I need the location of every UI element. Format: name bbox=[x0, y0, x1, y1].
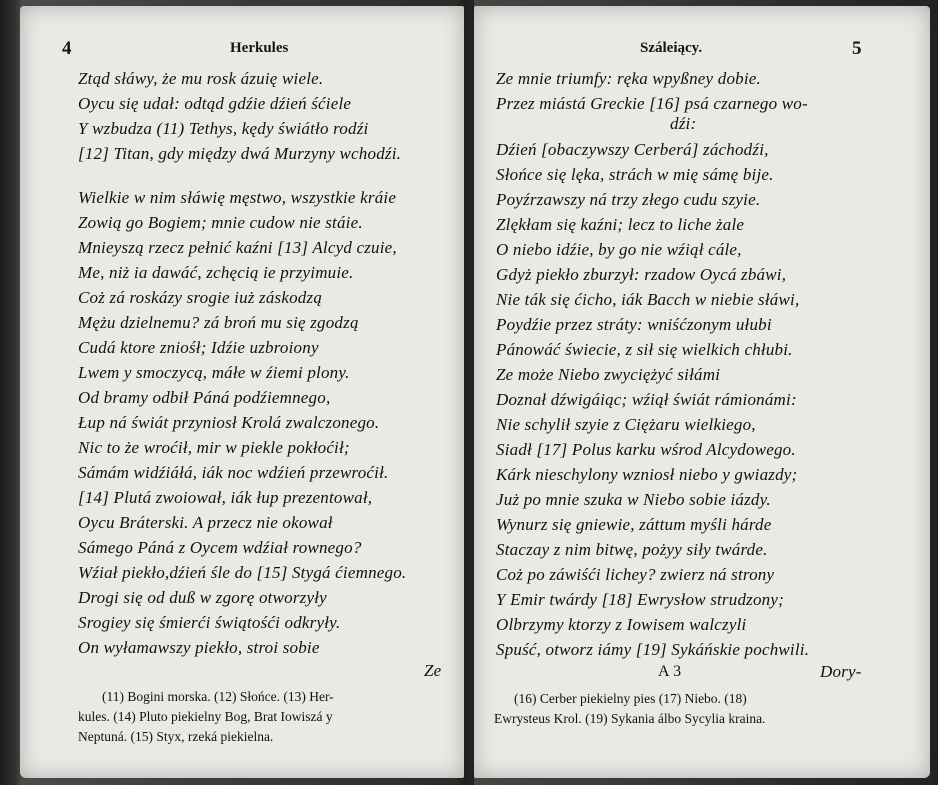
verse-line: Y wzbudza (11) Tethys, kędy świátło rodźi bbox=[78, 119, 369, 138]
catchword: Ze bbox=[424, 661, 442, 680]
verse-line: Lwem y smoczycą, máłe w źiemi plony. bbox=[78, 363, 350, 382]
verse-line: Wielkie w nim słáwię męstwo, wszystkie kráie bbox=[78, 188, 397, 207]
verse-line: Coż zá roskázy srogie iuż záskodzą bbox=[78, 288, 323, 307]
verse-line: On wyłamawszy piekło, stroi sobie bbox=[78, 638, 320, 657]
signature-mark: A 3 bbox=[658, 663, 682, 680]
verse-line: Wźiał piekło,dźień śle do [15] Stygá ćiemnego. bbox=[78, 563, 407, 582]
footnote-line: (16) Cerber piekielny pies (17) Niebo. (18) bbox=[514, 691, 747, 706]
verse-line: Dźień [obaczywszy Cerberá] záchodźi, bbox=[496, 140, 769, 159]
verse-line: Y Emir twárdy [18] Ewrysłow strudzony; bbox=[496, 590, 784, 609]
right-page bbox=[474, 6, 930, 778]
left-page bbox=[20, 6, 464, 778]
verse-line: Łup ná świát przyniosł Krolá zwalczonego. bbox=[78, 413, 380, 432]
verse-line: [14] Plutá zwoiował, iák łup prezentował, bbox=[78, 488, 373, 507]
verse-line: Wynurz się gniewie, záttum myśli hárde bbox=[496, 515, 772, 534]
verse-line: O niebo idźie, by go nie wźiął cále, bbox=[496, 240, 742, 259]
footnote-line: Neptuná. (15) Styx, rzeká piekielna. bbox=[78, 729, 274, 744]
verse-line: Gdyż piekło zburzył: rzadow Oycá zbáwi, bbox=[496, 265, 787, 284]
page-number: 5 bbox=[852, 38, 862, 59]
verse-line: Staczay z nim bitwę, pożyy siły twárde. bbox=[496, 540, 768, 559]
verse-line: Coż po záwiśći lichey? zwierz ná strony bbox=[496, 565, 775, 584]
verse-line: dźi: bbox=[670, 114, 697, 133]
verse-line: Mężu dzielnemu? zá broń mu się zgodzą bbox=[78, 313, 359, 332]
verse-line: Sámego Páná z Oycem wdźiał rownego? bbox=[78, 538, 362, 557]
page-number: 4 bbox=[62, 38, 72, 59]
verse-line: Od bramy odbił Páná podźiemnego, bbox=[78, 388, 331, 407]
verse-line: Olbrzymy ktorzy z Iowisem walczyli bbox=[496, 615, 747, 634]
verse-line: Już po mnie szuka w Niebo sobie iázdy. bbox=[496, 490, 771, 509]
verse-line: Zlękłam się kaźni; lecz to liche żale bbox=[496, 215, 745, 234]
running-head: Herkules bbox=[230, 40, 289, 56]
verse-line: [12] Titan, gdy między dwá Murzyny wchodźi. bbox=[78, 144, 402, 163]
verse-line: Oycu się udał: odtąd gdźie dźień śćiele bbox=[78, 94, 352, 113]
verse-line: Poydźie przez stráty: wniśćzonym ułubi bbox=[496, 315, 772, 334]
verse-line: Drogi się od duß w zgorę otworzyły bbox=[78, 588, 327, 607]
verse-line: Przez miástá Greckie [16] psá czarnego wo- bbox=[496, 94, 808, 113]
verse-line: Poyźrzawszy ná trzy złego cudu szyie. bbox=[496, 190, 761, 209]
verse-line: Me, niż ia dawáć, zchęcią ie przyimuie. bbox=[78, 263, 354, 282]
verse-line: Siadł [17] Polus karku wśrod Alcydowego. bbox=[496, 440, 796, 459]
verse-line: Kárk nieschylony wzniosł niebo y gwiazdy; bbox=[496, 465, 798, 484]
verse-line: Pánowáć świecie, z sił się wielkich chłubi. bbox=[496, 340, 793, 359]
footnote-line: kules. (14) Pluto piekielny Bog, Brat Iowiszá y bbox=[78, 709, 333, 724]
verse-line: Mnieyszą rzecz pełnić kaźni [13] Alcyd czuie, bbox=[78, 238, 397, 257]
verse-line: Oycu Bráterski. A przecz nie okował bbox=[78, 513, 333, 532]
verse-line: Ztąd słáwy, że mu rosk ázuię wiele. bbox=[78, 69, 324, 88]
verse-line: Słońce się lęka, strách w mię sámę bije. bbox=[496, 165, 774, 184]
verse-line: Zowią go Bogiem; mnie cudow nie stáie. bbox=[78, 213, 363, 232]
verse-line: Doznał dźwigáiąc; wźiął świát rámionámi: bbox=[496, 390, 797, 409]
verse-line: Cudá ktore zniośł; Idźie uzbroiony bbox=[78, 338, 319, 357]
footnote-line: Ewrysteus Krol. (19) Sykania álbo Sycylia kraina. bbox=[494, 711, 766, 726]
verse-line: Ze mnie triumfy: ręka wpyßney dobie. bbox=[496, 69, 761, 88]
running-head: Száleiący. bbox=[640, 40, 703, 56]
catchword: Dory- bbox=[820, 662, 862, 681]
verse-line: Srogiey się śmierći świątośći odkryły. bbox=[78, 613, 341, 632]
verse-line: Ze może Niebo zwyciężyć siłámi bbox=[496, 365, 721, 384]
verse-line: Spuść, otworz iámy [19] Sykáńskie pochwili. bbox=[496, 640, 810, 659]
verse-line: Nie ták się ćicho, iák Bacch w niebie słáwi, bbox=[496, 290, 800, 309]
verse-line: Sámám widźiáłá, iák noc wdźień przewroćił. bbox=[78, 463, 389, 482]
verse-line: Nie schylił szyie z Ciężaru wielkiego, bbox=[496, 415, 756, 434]
verse-line: Nic to że wroćił, mir w piekle pokłoćił; bbox=[78, 438, 350, 457]
footnote-line: (11) Bogini morska. (12) Słońce. (13) Her- bbox=[102, 689, 334, 704]
